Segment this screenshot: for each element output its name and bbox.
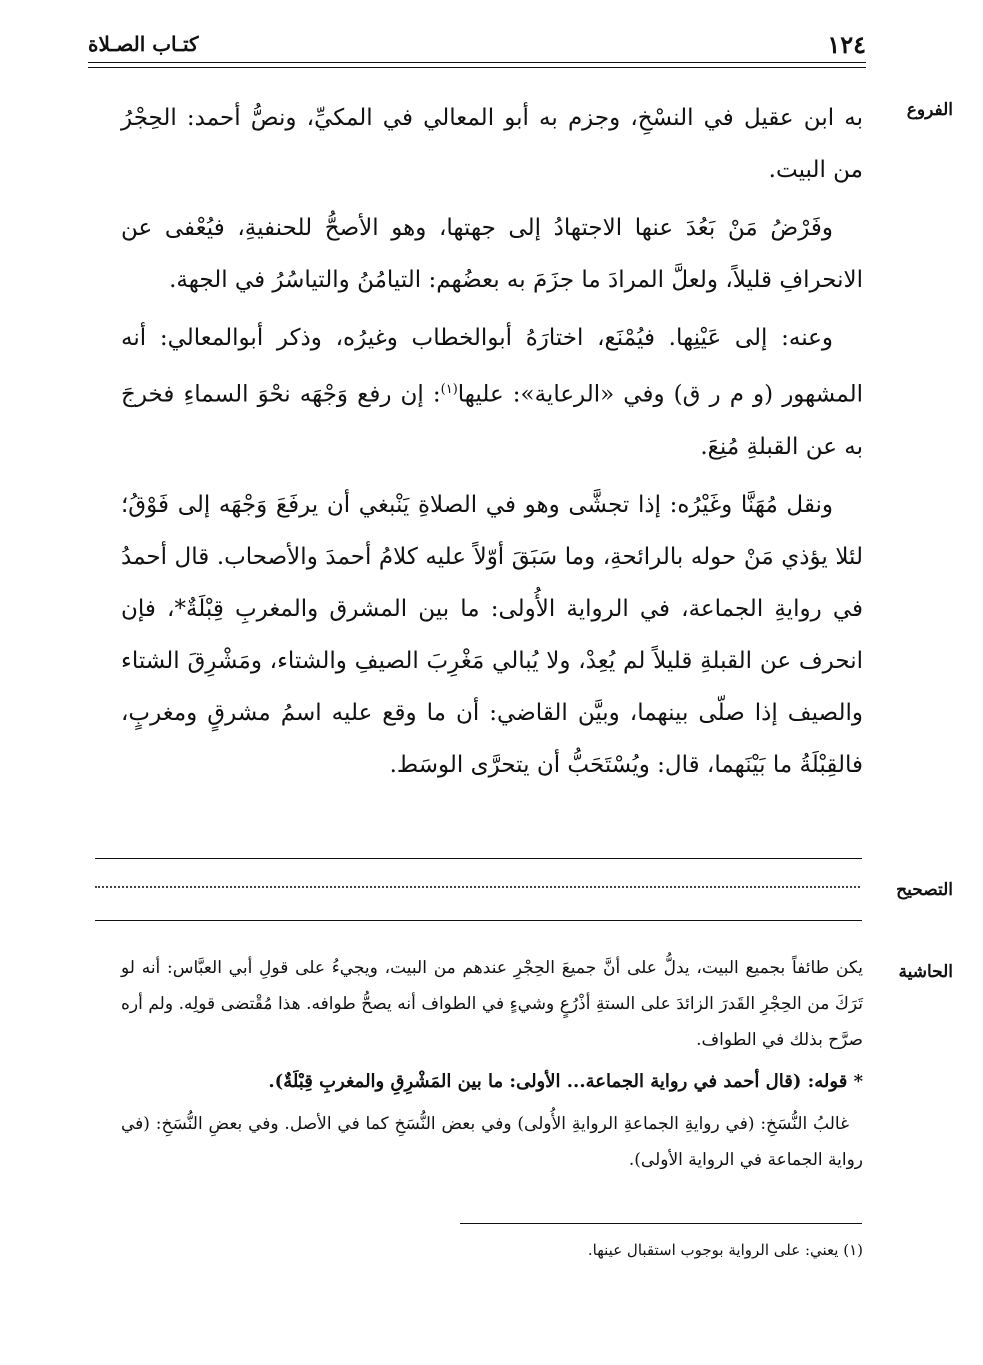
label-hashiya: الحاشية xyxy=(898,962,953,982)
section-rule xyxy=(95,858,862,859)
paragraph: وفَرْضُ مَنْ بَعُدَ عنها الاجتهادُ إلى جهتها، وهو الأصحُّ للحنفيةِ، فيُعْفى عن الانحرافِ قليلاً، ولعلَّ المرادَ ما جزَمَ به بعضُهم: التيامُنُ والتياسُرُ في الجهة. xyxy=(121,215,863,293)
hashiya-paragraph: يكن طائفاً بجميع البيت، يدلُّ على أنَّ جميعَ الحِجْرِ عندهم من البيت، ويجيءُ على قولِ أبي العبَّاس: أنه لو تَرَكَ من الحِجْرِ القَدرَ الزائدَ على الستةِ أذْرُعٍ وشيءٍ في الطواف أنه يصحُّ طوافه. هذا مُقْتضى قولِه. ولم أره صرَّح بذلك في الطواف. xyxy=(121,958,863,1050)
footnote-rule xyxy=(460,1223,862,1224)
label-furu: الفروع xyxy=(906,100,953,120)
tashih-dotted-line xyxy=(95,886,860,888)
header-rule xyxy=(88,62,866,63)
page-number: ١٢٤ xyxy=(827,30,866,59)
main-text xyxy=(121,92,863,797)
paragraph xyxy=(121,312,863,473)
running-header xyxy=(88,30,866,64)
paragraph-part: : إن رفع وَجْهَه نحْوَ السماءِ فخرجَ به عن القبلةِ مُنِعَ. xyxy=(121,381,863,460)
paragraph-part: وعنه: إلى عَيْنِها. فيُمْنَع، اختارَهُ أبوالخطاب وغيرُه، وذكر أبوالمعالي: أنه المشهور (و م ر ق) وفي «الرعاية»: عليها xyxy=(121,325,863,408)
hashiya-text xyxy=(121,950,863,1178)
label-tashih: التصحيح xyxy=(896,880,953,900)
footnote: (١) يعني: على الرواية بوجوب استقبال عينها. xyxy=(587,1241,863,1259)
header-rule-inner xyxy=(88,67,866,68)
footnote-ref[interactable]: (١) xyxy=(440,382,458,397)
paragraph: ونقل مُهَنَّا وغَيْرُه: إذا تجشَّى وهو في الصلاةِ يَنْبغي أن يرفَعَ وَجْهَه إلى فَوْقُ؛ لئلا يؤذي مَنْ حوله بالرائحةِ، وما سَبَقَ أوّلاً عليه كلامُ أحمدَ والأصحاب. قال أحمدُ في روايةِ الجماعة، في الرواية الأُولى: ما بين المشرق والمغربِ قِبْلَةٌ*، فإن انحرف عن القبلةِ قليلاً لم يُعِدْ، ولا يُبالي مَغْرِبَ الصيفِ والشتاء، ومَشْرِقَ الشتاء والصيف إذا صلّى بينهما، وبيَّن القاضي: أن ما وقع عليه اسمُ مشرقٍ ومغربٍ، فالقِبْلَةُ ما بَيْنَهما، قال: ويُسْتَحَبُّ أن يتحرَّى الوسَط. xyxy=(121,491,863,778)
section-rule xyxy=(95,920,862,921)
hashiya-paragraph: غالبُ النُّسَخِ: (في روايةِ الجماعةِ الروايةِ الأُولى) وفي بعض النُّسَخِ كما في الأصل. وفي بعضِ النُّسَخِ: (في رواية الجماعة في الرواية الأولى). xyxy=(121,1114,863,1170)
hashiya-heading: * قوله: (قال أحمد في رواية الجماعة... الأولى: ما بين المَشْرِقِ والمغربِ قِبْلَةٌ). xyxy=(268,1071,863,1092)
book-title: كتـاب الصـلاة xyxy=(88,32,199,56)
paragraph: به ابن عقيل في النسْخِ، وجزم به أبو المعالي في المكيِّ، ونصُّ أحمد: الحِجْرُ من البيت. xyxy=(121,105,863,183)
